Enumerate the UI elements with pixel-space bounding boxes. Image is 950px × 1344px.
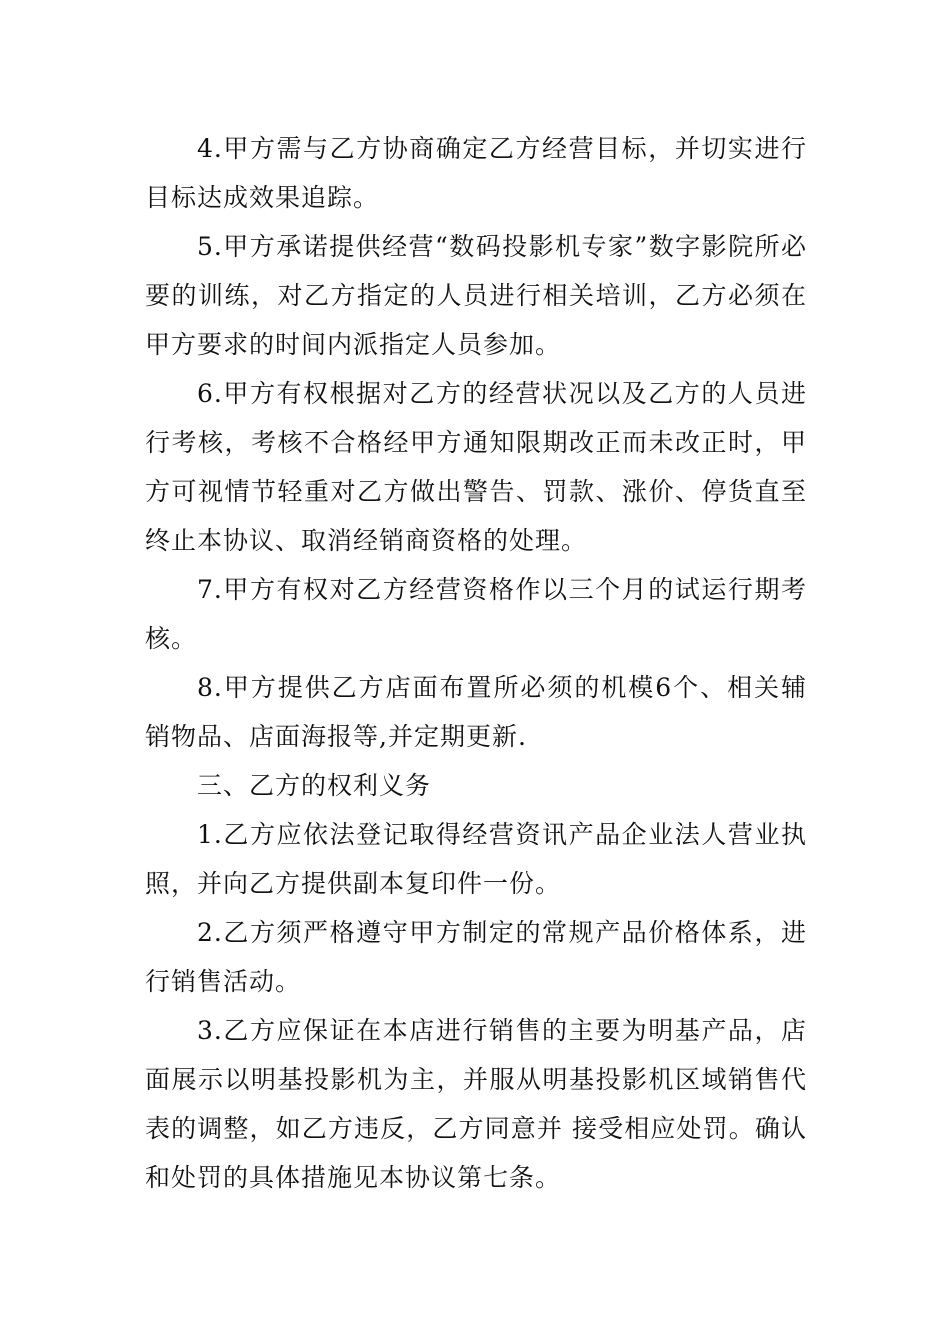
document-body [145,124,807,1202]
paragraph-item-5: 5.甲方承诺提供经营“数码投影机专家”数字影院所必要的训练，对乙方指定的人员进行相关培训，乙方必须在甲方要求的时间内派指定人员参加。 [145,232,807,359]
paragraph-item-b2: 2.乙方须严格遵守甲方制定的常规产品价格体系，进行销售活动。 [145,918,807,996]
paragraph-item-6: 6.甲方有权根据对乙方的经营状况以及乙方的人员进行考核，考核不合格经甲方通知限期改正而未改正时，甲方可视情节轻重对乙方做出警告、罚款、涨价、停货直至终止本协议、取消经销商资格的处理。 [145,379,807,555]
paragraph-item-4: 4.甲方需与乙方协商确定乙方经营目标，并切实进行目标达成效果追踪。 [145,134,807,212]
section-heading-party-b-rights: 三、乙方的权利义务 [197,771,432,800]
paragraph-item-8: 8.甲方提供乙方店面布置所必须的机模6个、相关辅销物品、店面海报等,并定期更新. [145,673,807,751]
paragraph-item-b1: 1.乙方应依法登记取得经营资讯产品企业法人营业执照，并向乙方提供副本复印件一份。 [145,820,807,898]
paragraph-item-b3: 3.乙方应保证在本店进行销售的主要为明基产品，店面展示以明基投影机为主，并服从明基投影机区域销售代表的调整，如乙方违反，乙方同意并 接受相应处罚。确认和处罚的具体措施见本协议第七条。 [145,1016,807,1192]
paragraph-item-7: 7.甲方有权对乙方经营资格作以三个月的试运行期考核。 [145,575,807,653]
